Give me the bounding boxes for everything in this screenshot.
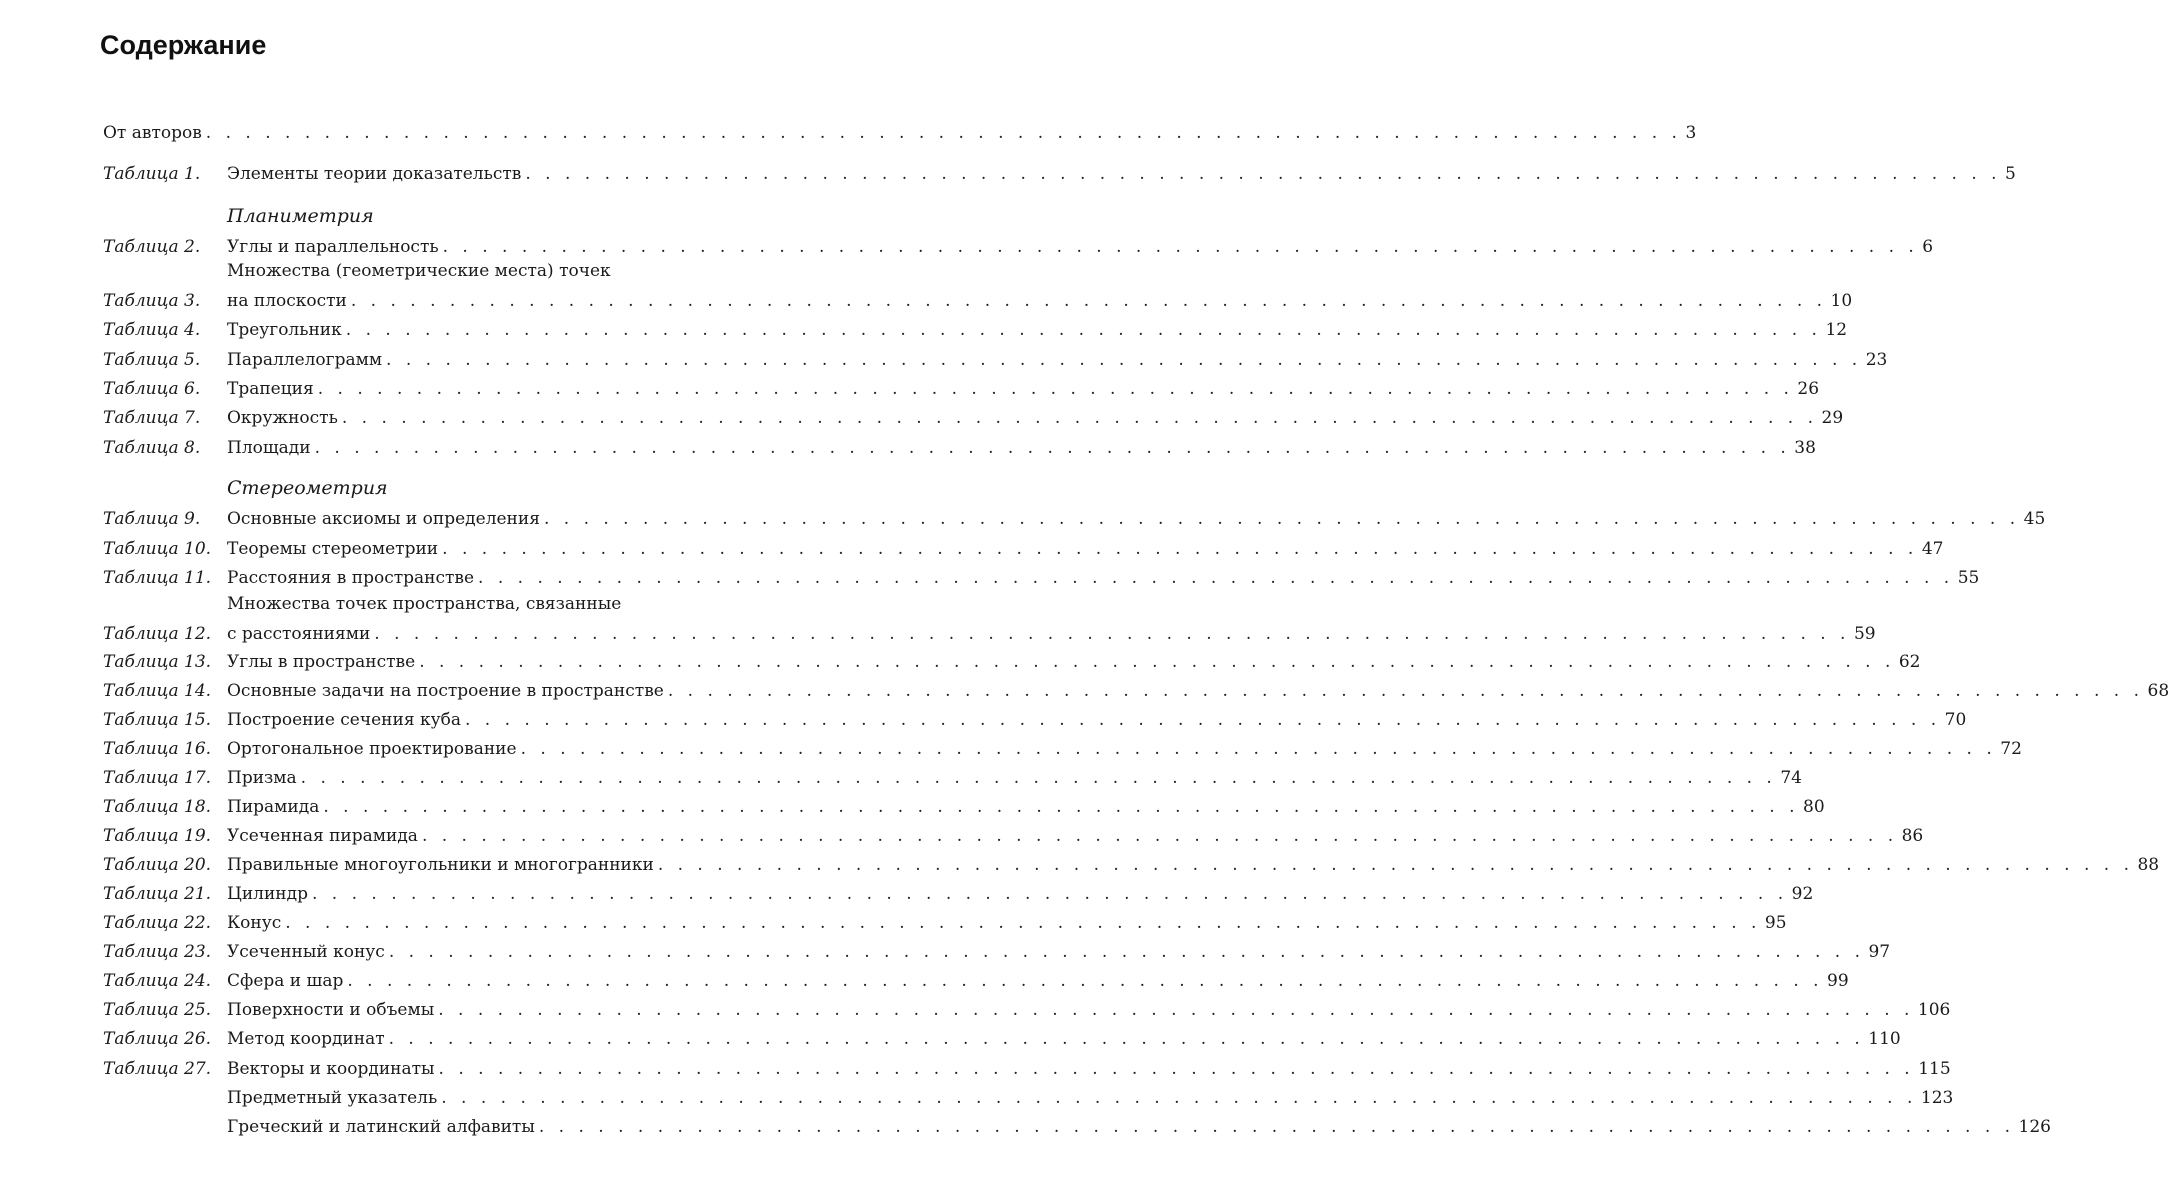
dot-leader: . . . . . . . . . . . . . . . . . . . . . . . . . . . . . . . . . . . . . . . . . . . . . . . . . . . . . . . . . . . . . . . . . . . . . . . . . . . <box>386 350 1862 370</box>
entry-title: Предметный указатель <box>227 1088 438 1108</box>
page-number: 6 <box>1922 237 1934 257</box>
entry-label: Таблица 20. <box>103 855 212 875</box>
entry-title: Основные аксиомы и определения <box>227 509 540 529</box>
entry-line <box>227 437 1816 459</box>
entry-title: Поверхности и объемы <box>227 1000 435 1020</box>
dot-leader: . . . . . . . . . . . . . . . . . . . . . . . . . . . . . . . . . . . . . . . . . . . . . . . . . . . . . . . . . . . . . . . . . . . . . . . . . . . <box>657 855 2134 875</box>
entry-line <box>227 1028 1901 1050</box>
dot-leader: . . . . . . . . . . . . . . . . . . . . . . . . . . . . . . . . . . . . . . . . . . . . . . . . . . . . . . . . . . . . . . . . . . . . . . . . . . . <box>341 408 1818 428</box>
page-number: 92 <box>1791 884 1814 904</box>
entry-label: Таблица 3. <box>103 291 201 311</box>
dot-leader: . . . . . . . . . . . . . . . . . . . . . . . . . . . . . . . . . . . . . . . . . . . . . . . . . . . . . . . . . . . . . . . . . . . . . . . . . . . <box>345 320 1822 340</box>
entry-line <box>227 319 1848 341</box>
page-number: 29 <box>1821 408 1844 428</box>
page-number: 62 <box>1898 652 1921 672</box>
entry-label: Таблица 27. <box>103 1059 212 1079</box>
entry-title: Углы в пространстве <box>227 652 416 672</box>
entry-title-line1: Множества точек пространства, связанные <box>227 594 622 614</box>
dot-leader: . . . . . . . . . . . . . . . . . . . . . . . . . . . . . . . . . . . . . . . . . . . . . . . . . . . . . . . . . . . . . . . . . . . . . . . . . . . <box>421 826 1898 846</box>
page-number: 3 <box>1685 123 1697 143</box>
dot-leader: . . . . . . . . . . . . . . . . . . . . . . . . . . . . . . . . . . . . . . . . . . . . . . . . . . . . . . . . . . . . . . . . . . . . . . . . . . . <box>388 942 1865 962</box>
entry-title: От авторов <box>103 123 202 143</box>
page-number: 10 <box>1830 291 1853 311</box>
entry-title: Углы и параллельность <box>227 237 439 257</box>
section-heading: Стереометрия <box>227 477 388 499</box>
entry-line <box>227 854 2160 876</box>
dot-leader: . . . . . . . . . . . . . . . . . . . . . . . . . . . . . . . . . . . . . . . . . . . . . . . . . . . . . . . . . . . . . . . . . . . . . . . . . . . <box>350 291 1827 311</box>
entry-label: Таблица 8. <box>103 438 201 458</box>
page-number: 70 <box>1944 710 1967 730</box>
page-number: 115 <box>1918 1059 1951 1079</box>
page-number: 23 <box>1865 350 1888 370</box>
page-number: 12 <box>1825 320 1848 340</box>
dot-leader: . . . . . . . . . . . . . . . . . . . . . . . . . . . . . . . . . . . . . . . . . . . . . . . . . . . . . . . . . . . . . . . . . . . . . . . . . . . <box>374 624 1850 644</box>
page-number: 26 <box>1797 379 1820 399</box>
entry-title: Трапеция <box>227 379 314 399</box>
entry-line <box>227 290 1853 312</box>
dot-leader: . . . . . . . . . . . . . . . . . . . . . . . . . . . . . . . . . . . . . . . . . . . . . . . . . . . . . . . . . . . . . . . . . . . . . . . . . . . <box>419 652 1895 672</box>
entry-label: Таблица 24. <box>103 971 212 991</box>
entry-line <box>227 912 1787 934</box>
entry-label: Таблица 4. <box>103 320 201 340</box>
dot-leader: . . . . . . . . . . . . . . . . . . . . . . . . . . . . . . . . . . . . . . . . . . . . . . . . . . . . . . . . . . . . . . . . . . . . . . . . . . . <box>538 1117 2015 1137</box>
entry-title: Окружность <box>227 408 338 428</box>
entry-title: Теоремы стереометрии <box>227 539 439 559</box>
entry-line <box>227 623 1876 645</box>
dot-leader: . . . . . . . . . . . . . . . . . . . . . . . . . . . . . . . . . . . . . . . . . . . . . . . . . . . . . . . . . . . . . . . . . . . . . . . . . . . <box>667 681 2144 701</box>
entry-label: Таблица 21. <box>103 884 212 904</box>
entry-title: Сфера и шар <box>227 971 344 991</box>
entry-title: Усеченный конус <box>227 942 385 962</box>
entry-title: Ортогональное проектирование <box>227 739 517 759</box>
entry-label: Таблица 26. <box>103 1029 212 1049</box>
dot-leader: . . . . . . . . . . . . . . . . . . . . . . . . . . . . . . . . . . . . . . . . . . . . . . . . . . . . . . . . . . . . . . . . . . . . . . . . . . . <box>285 913 1761 933</box>
page-number: 59 <box>1853 624 1876 644</box>
dot-leader: . . . . . . . . . . . . . . . . . . . . . . . . . . . . . . . . . . . . . . . . . . . . . . . . . . . . . . . . . . . . . . . . . . . . . . . . . . . <box>311 884 1788 904</box>
entry-title: Усеченная пирамида <box>227 826 418 846</box>
entry-line <box>227 163 2016 185</box>
entry-title: Призма <box>227 768 297 788</box>
entry-label: Таблица 22. <box>103 913 212 933</box>
page-number: 95 <box>1764 913 1787 933</box>
entry-label: Таблица 14. <box>103 681 212 701</box>
page-number: 97 <box>1868 942 1891 962</box>
section-heading: Планиметрия <box>227 205 374 227</box>
entry-line <box>227 796 1825 818</box>
dot-leader: . . . . . . . . . . . . . . . . . . . . . . . . . . . . . . . . . . . . . . . . . . . . . . . . . . . . . . . . . . . . . . . . . . . . . . . . . . . <box>438 1000 1914 1020</box>
entry-title: Основные задачи на построение в пространстве <box>227 681 664 701</box>
dot-leader: . . . . . . . . . . . . . . . . . . . . . . . . . . . . . . . . . . . . . . . . . . . . . . . . . . . . . . . . . . . . . . . . . . . . . . . . . . . <box>442 237 1919 257</box>
dot-leader: . . . . . . . . . . . . . . . . . . . . . . . . . . . . . . . . . . . . . . . . . . . . . . . . . . . . . . . . . . . . . . . . . . . . . . . . . . . <box>525 164 2002 184</box>
entry-label: Таблица 9. <box>103 509 201 529</box>
page-number: 68 <box>2147 681 2169 701</box>
entry-line <box>227 999 1951 1021</box>
dot-leader: . . . . . . . . . . . . . . . . . . . . . . . . . . . . . . . . . . . . . . . . . . . . . . . . . . . . . . . . . . . . . . . . . . . . . . . . . . . <box>442 539 1918 559</box>
entry-title: Конус <box>227 913 282 933</box>
entry-label: Таблица 18. <box>103 797 212 817</box>
dot-leader: . . . . . . . . . . . . . . . . . . . . . . . . . . . . . . . . . . . . . . . . . . . . . . . . . . . . . . . . . . . . . . . . . . . . . . . . . . . <box>205 123 1682 143</box>
entry-label: Таблица 11. <box>103 568 212 588</box>
entry-title: Расстояния в пространстве <box>227 568 475 588</box>
dot-leader: . . . . . . . . . . . . . . . . . . . . . . . . . . . . . . . . . . . . . . . . . . . . . . . . . . . . . . . . . . . . . . . . . . . . . . . . . . . <box>314 438 1791 458</box>
entry-title: Метод координат <box>227 1029 385 1049</box>
dot-leader: . . . . . . . . . . . . . . . . . . . . . . . . . . . . . . . . . . . . . . . . . . . . . . . . . . . . . . . . . . . . . . . . . . . . . . . . . . . <box>464 710 1941 730</box>
entry-title: Векторы и координаты <box>227 1059 435 1079</box>
entry-title: на плоскости <box>227 291 347 311</box>
entry-line <box>227 883 1814 905</box>
entry-line <box>227 567 1980 589</box>
page-number: 38 <box>1794 438 1816 458</box>
entry-label: Таблица 23. <box>103 942 212 962</box>
page-number: 74 <box>1780 768 1802 788</box>
page-number: 55 <box>1957 568 1980 588</box>
dot-leader: . . . . . . . . . . . . . . . . . . . . . . . . . . . . . . . . . . . . . . . . . . . . . . . . . . . . . . . . . . . . . . . . . . . . . . . . . . . <box>520 739 1997 759</box>
entry-title: Площади <box>227 438 311 458</box>
page-number: 123 <box>1920 1088 1954 1108</box>
page-title: Содержание <box>100 30 267 60</box>
entry-title: с расстояниями <box>227 624 371 644</box>
entry-title: Греческий и латинский алфавиты <box>227 1117 535 1137</box>
entry-line <box>227 508 2046 530</box>
entry-line <box>227 407 1844 429</box>
entry-label: Таблица 2. <box>103 237 201 257</box>
entry-label: Таблица 10. <box>103 539 212 559</box>
entry-line <box>227 1116 2051 1138</box>
entry-line <box>227 825 1924 847</box>
page-number: 72 <box>2000 739 2022 759</box>
entry-line <box>227 941 1891 963</box>
page-number: 110 <box>1868 1029 1901 1049</box>
entry-label: Таблица 12. <box>103 624 212 644</box>
entry-line <box>227 709 1967 731</box>
entry-label: Таблица 15. <box>103 710 212 730</box>
entry-label: Таблица 25. <box>103 1000 212 1020</box>
entry-line <box>227 538 1944 560</box>
dot-leader: . . . . . . . . . . . . . . . . . . . . . . . . . . . . . . . . . . . . . . . . . . . . . . . . . . . . . . . . . . . . . . . . . . . . . . . . . . . <box>543 509 2020 529</box>
page-number: 5 <box>2005 164 2016 184</box>
entry-label: Таблица 17. <box>103 768 212 788</box>
entry-label: Таблица 5. <box>103 350 201 370</box>
entry-label: Таблица 7. <box>103 408 201 428</box>
page-number: 88 <box>2137 855 2160 875</box>
dot-leader: . . . . . . . . . . . . . . . . . . . . . . . . . . . . . . . . . . . . . . . . . . . . . . . . . . . . . . . . . . . . . . . . . . . . . . . . . . . <box>438 1059 1915 1079</box>
page-number: 47 <box>1921 539 1944 559</box>
page-number: 126 <box>2018 1117 2051 1137</box>
entry-line <box>227 378 1820 400</box>
dot-leader: . . . . . . . . . . . . . . . . . . . . . . . . . . . . . . . . . . . . . . . . . . . . . . . . . . . . . . . . . . . . . . . . . . . . . . . . . . . <box>300 768 1777 788</box>
dot-leader: . . . . . . . . . . . . . . . . . . . . . . . . . . . . . . . . . . . . . . . . . . . . . . . . . . . . . . . . . . . . . . . . . . . . . . . . . . . <box>323 797 1800 817</box>
page-number: 45 <box>2023 509 2046 529</box>
dot-leader: . . . . . . . . . . . . . . . . . . . . . . . . . . . . . . . . . . . . . . . . . . . . . . . . . . . . . . . . . . . . . . . . . . . . . . . . . . . <box>441 1088 1917 1108</box>
entry-label: Таблица 13. <box>103 652 212 672</box>
entry-title: Треугольник <box>227 320 342 340</box>
entry-title-line1: Множества (геометрические места) точек <box>227 261 611 281</box>
entry-line <box>227 1087 1954 1109</box>
page-number: 99 <box>1827 971 1849 991</box>
entry-line <box>227 1058 1951 1080</box>
entry-line <box>227 767 1802 789</box>
entry-title: Пирамида <box>227 797 320 817</box>
entry-label: Таблица 6. <box>103 379 201 399</box>
dot-leader: . . . . . . . . . . . . . . . . . . . . . . . . . . . . . . . . . . . . . . . . . . . . . . . . . . . . . . . . . . . . . . . . . . . . . . . . . . . <box>478 568 1954 588</box>
entry-line <box>227 236 1934 258</box>
dot-leader: . . . . . . . . . . . . . . . . . . . . . . . . . . . . . . . . . . . . . . . . . . . . . . . . . . . . . . . . . . . . . . . . . . . . . . . . . . . <box>347 971 1824 991</box>
entry-line <box>103 122 1697 144</box>
entry-label: Таблица 19. <box>103 826 212 846</box>
page-number: 106 <box>1917 1000 1951 1020</box>
entry-line <box>227 651 1921 673</box>
page-number: 86 <box>1901 826 1924 846</box>
entry-line <box>227 738 2022 760</box>
entry-title: Параллелограмм <box>227 350 383 370</box>
entry-label: Таблица 1. <box>103 164 201 184</box>
entry-line <box>227 349 1888 371</box>
entry-title: Элементы теории доказательств <box>227 164 522 184</box>
entry-line <box>227 680 2169 702</box>
entry-title: Правильные многоугольники и многогранники <box>227 855 654 875</box>
dot-leader: . . . . . . . . . . . . . . . . . . . . . . . . . . . . . . . . . . . . . . . . . . . . . . . . . . . . . . . . . . . . . . . . . . . . . . . . . . . <box>317 379 1794 399</box>
entry-line <box>227 970 1849 992</box>
entry-title: Построение сечения куба <box>227 710 461 730</box>
entry-label: Таблица 16. <box>103 739 212 759</box>
dot-leader: . . . . . . . . . . . . . . . . . . . . . . . . . . . . . . . . . . . . . . . . . . . . . . . . . . . . . . . . . . . . . . . . . . . . . . . . . . . <box>388 1029 1865 1049</box>
entry-title: Цилиндр <box>227 884 308 904</box>
page-number: 80 <box>1803 797 1825 817</box>
